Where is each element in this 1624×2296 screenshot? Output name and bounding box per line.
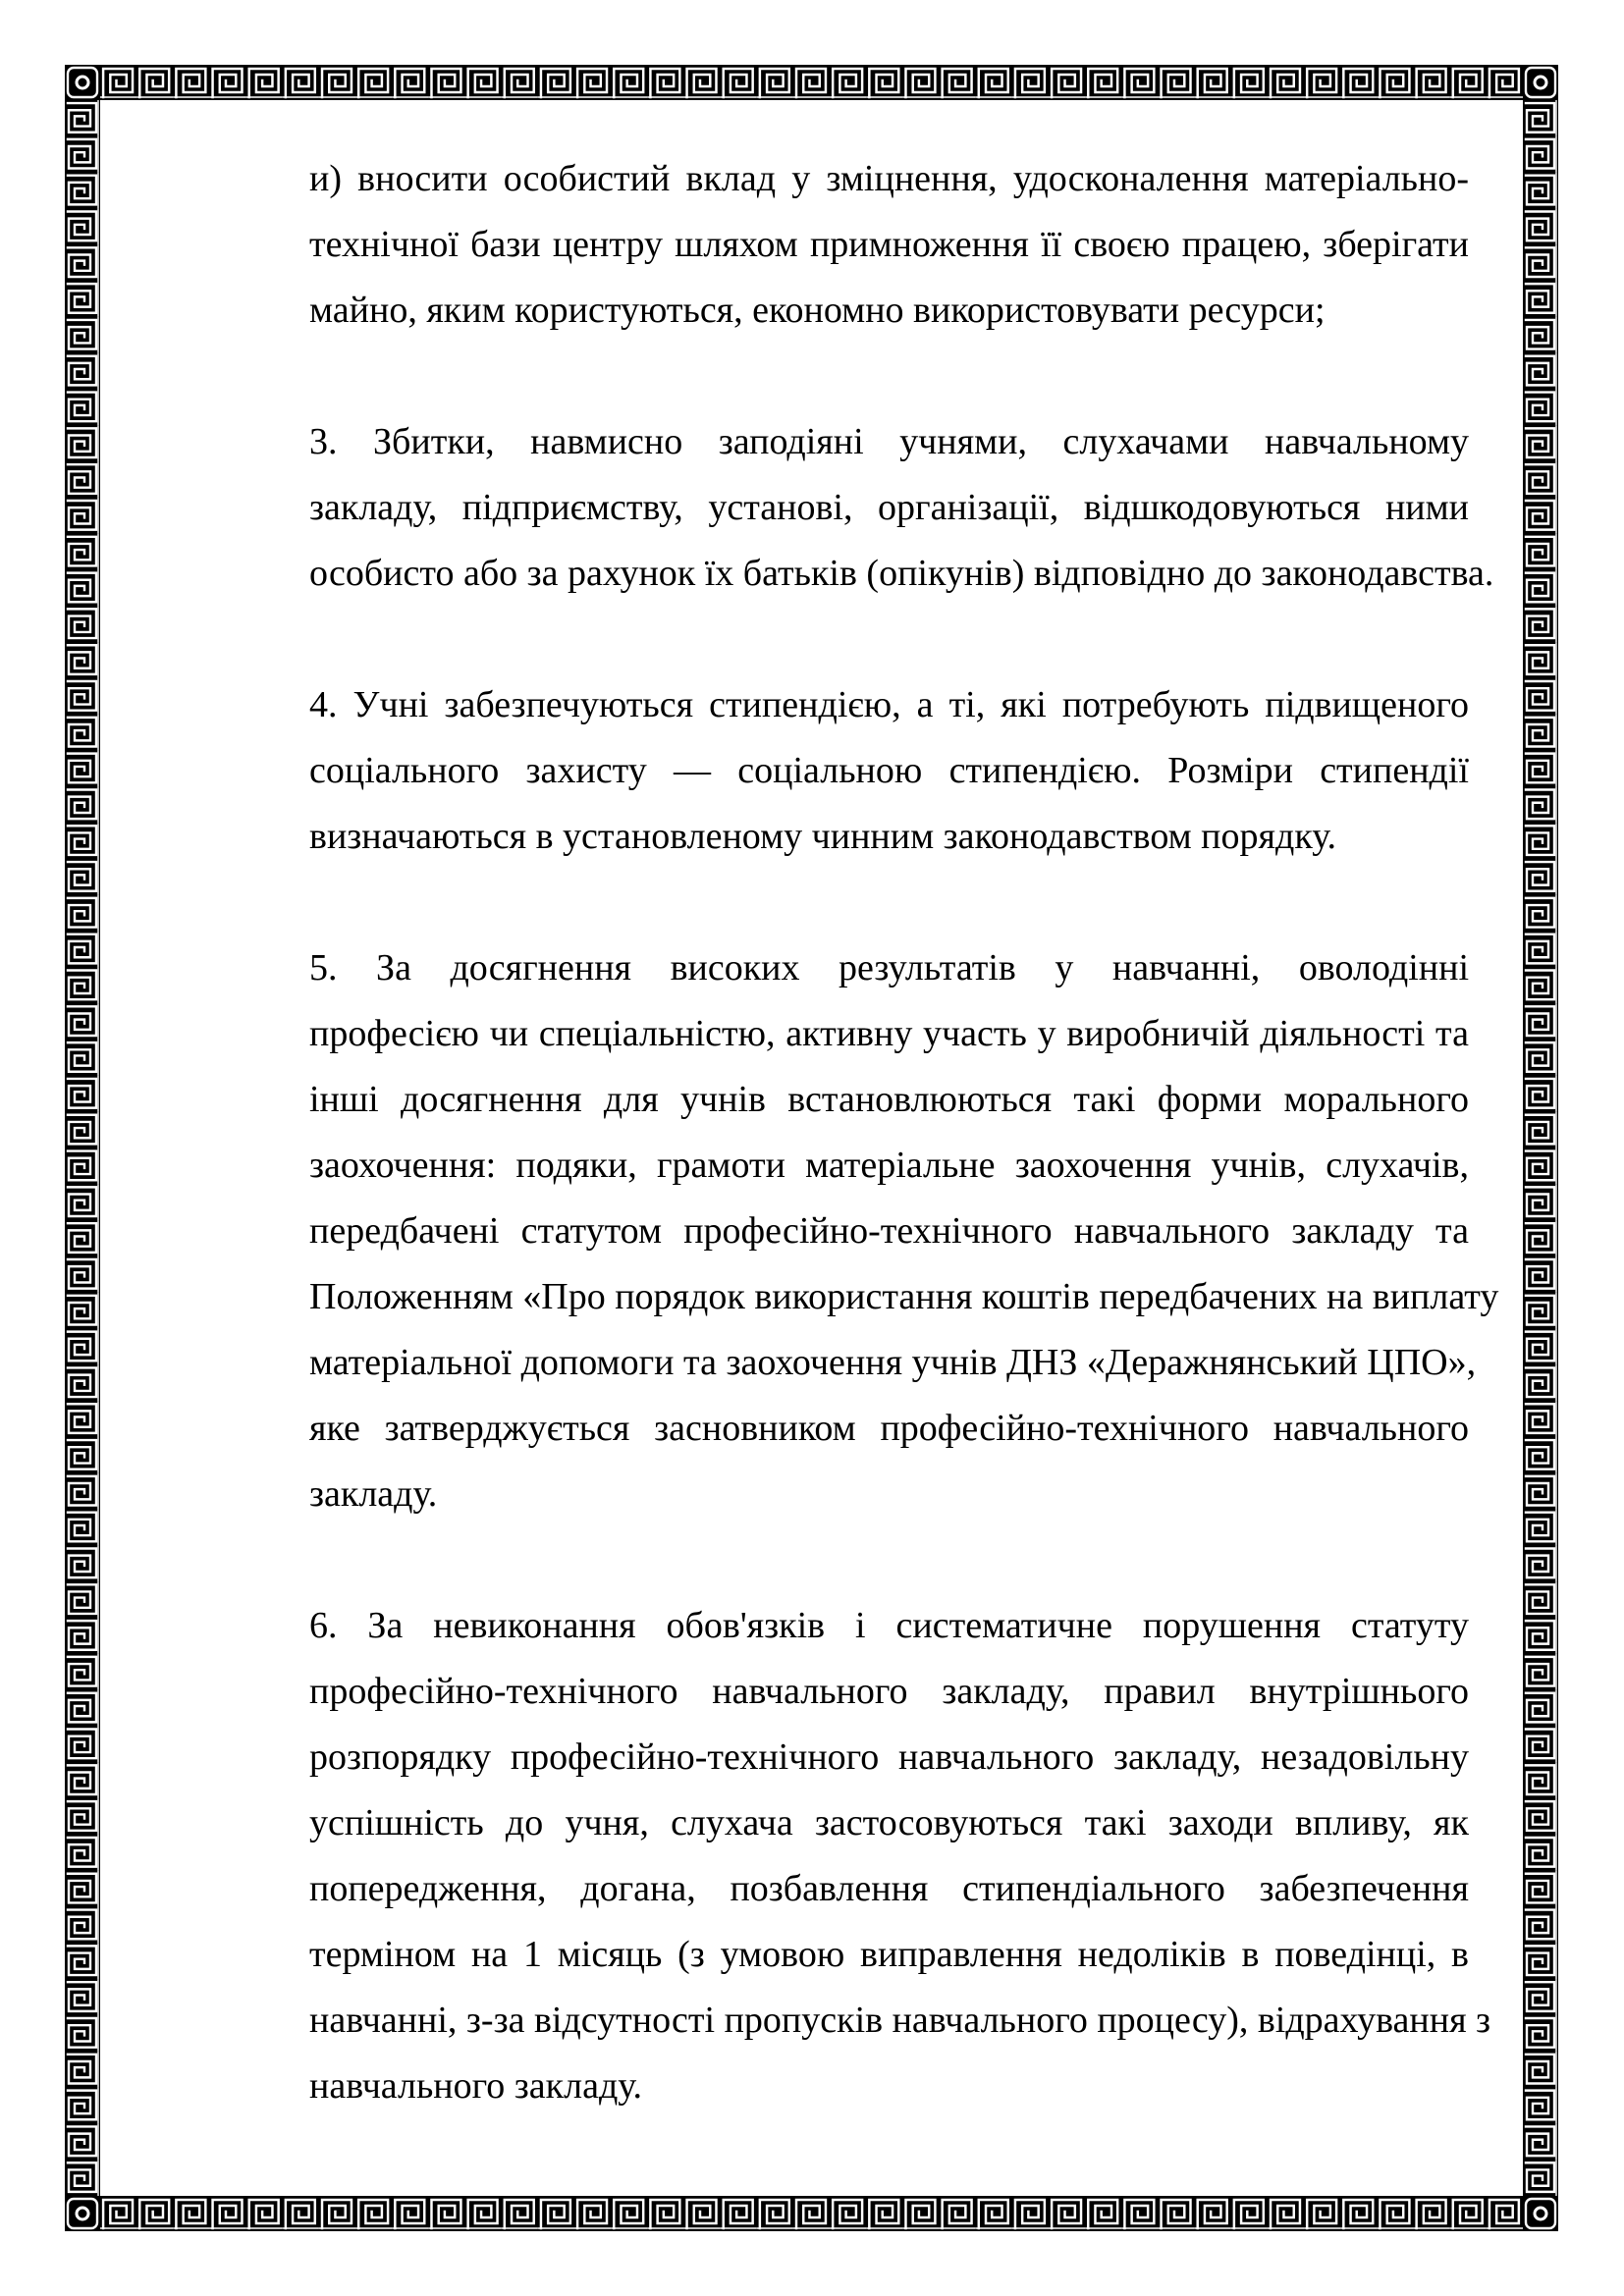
text-line: закладу, підприємству, установі, організації, відшкодовуються ними bbox=[309, 487, 1469, 528]
text-line: матеріальної допомоги та заохочення учнів ДНЗ «Деражнянський ЦПО», bbox=[309, 1342, 1477, 1383]
text-line: професією чи спеціальністю, активну участь у виробничій діяльності та bbox=[309, 1013, 1469, 1054]
paragraph-item-3 bbox=[232, 409, 1494, 607]
paragraph-item-6 bbox=[232, 1593, 1491, 2119]
text-line: закладу. bbox=[309, 1473, 438, 1515]
paragraph-item-4 bbox=[232, 672, 1469, 870]
text-line: терміном на 1 місяць (з умовою виправлення недоліків в поведінці, в bbox=[309, 1934, 1469, 1975]
text-line: Положенням «Про порядок використання коштів передбачених на виплату bbox=[309, 1276, 1499, 1317]
text-line: передбачені статутом професійно-технічного навчального закладу та bbox=[309, 1210, 1469, 1252]
text-line: особисто або за рахунок їх батьків (опікунів) відповідно до законодавства. bbox=[309, 553, 1494, 594]
text-line: навчального закладу. bbox=[309, 2065, 642, 2107]
text-line: навчанні, з-за відсутності пропусків навчального процесу), відрахування з bbox=[309, 2000, 1491, 2041]
paragraph-item-i bbox=[232, 146, 1469, 344]
paragraph-item-5 bbox=[232, 935, 1499, 1527]
text-line: успішність до учня, слухача застосовуються такі заходи впливу, як bbox=[309, 1802, 1469, 1843]
text-line: соціального захисту — соціальною стипендією. Розміри стипендії bbox=[309, 750, 1469, 791]
text-line: попередження, догана, позбавлення стипендіального забезпечення bbox=[309, 1868, 1469, 1909]
text-line: професійно-технічного навчального закладу, правил внутрішнього bbox=[309, 1671, 1469, 1712]
text-line: и) вносити особистий вклад у зміцнення, удосконалення матеріально- bbox=[309, 158, 1469, 199]
text-line: яке затверджується засновником професійно-технічного навчального bbox=[309, 1408, 1469, 1449]
text-line: 6. За невиконання обов'язків і систематичне порушення статуту bbox=[309, 1605, 1469, 1646]
text-line: заохочення: подяки, грамоти матеріальне заохочення учнів, слухачів, bbox=[309, 1145, 1469, 1186]
document-body bbox=[232, 146, 1499, 2119]
text-line: 5. За досягнення високих результатів у навчанні, оволодінні bbox=[309, 947, 1469, 988]
text-line: 4. Учні забезпечуються стипендією, а ті, які потребують підвищеного bbox=[309, 684, 1469, 725]
text-line: 3. Збитки, навмисно заподіяні учнями, слухачами навчальному bbox=[309, 421, 1469, 462]
text-line: інші досягнення для учнів встановлюються такі форми морального bbox=[309, 1079, 1469, 1120]
text-line: розпорядку професійно-технічного навчального закладу, незадовільну bbox=[309, 1736, 1469, 1778]
text-line: визначаються в установленому чинним законодавством порядку. bbox=[309, 816, 1336, 857]
text-line: технічної бази центру шляхом примноження її своєю працею, зберігати bbox=[309, 224, 1469, 265]
text-line: майно, яким користуються, економно використовувати ресурси; bbox=[309, 290, 1326, 331]
